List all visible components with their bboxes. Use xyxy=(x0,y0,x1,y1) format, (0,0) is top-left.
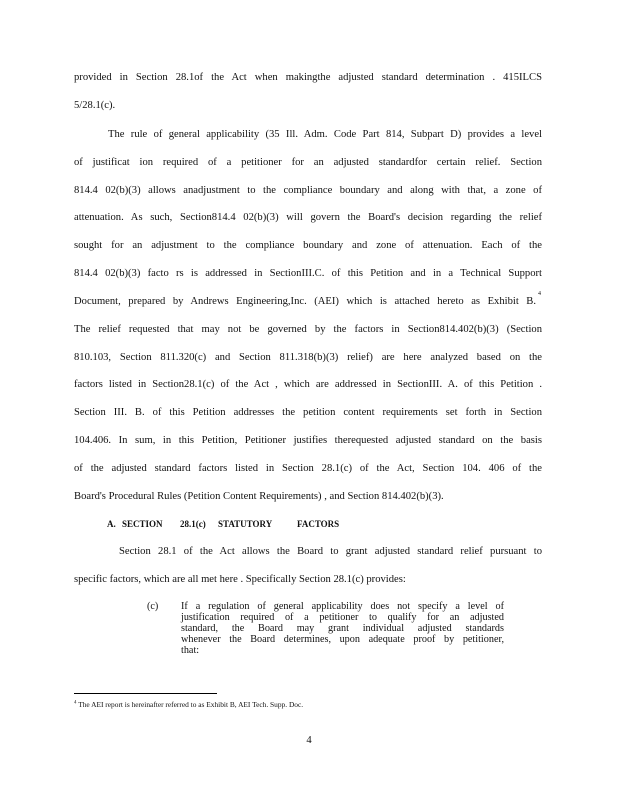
quote-line-2: justification required of a petitioner to qualify for an adjusted xyxy=(181,612,504,623)
body-line-17: Section 28.1 of the Act allows the Board to grant adjusted standard relief pursuant to xyxy=(119,546,542,557)
body-line-15: of the adjusted standard factors listed in Section 28.1(c) of the Act, Section 104. 406 of the xyxy=(74,463,542,474)
quote-line-1: If a regulation of general applicability does not specify a level of xyxy=(181,601,504,612)
quote-line-4: whenever the Board determines, upon adequate proof by petitioner, xyxy=(181,634,504,645)
body-line-7: sought for an adjustment to the compliance boundary and zone of attenuation. Each of the xyxy=(74,240,542,251)
body-line-12: factors listed in Section28.1(c) of the Act , which are addressed in SectionIII. A. of this Petition . xyxy=(74,379,542,390)
body-line-6: attenuation. As such, Section814.4 02(b)(3) will govern the Board's decision regarding the relief xyxy=(74,212,542,223)
footnote-reference: 4 xyxy=(538,291,541,297)
heading-word-number: 28.1(c) xyxy=(180,519,206,529)
heading-word-statutory: STATUTORY xyxy=(218,519,273,529)
body-line-9-text: Document, prepared by Andrews Engineering,Inc. (AEI) which is attached hereto as Exhibit B. xyxy=(74,296,536,307)
body-line-10: The relief requested that may not be governed by the factors in Section814.402(b)(3) (Section xyxy=(74,324,542,335)
body-line-11: 810.103, Section 811.320(c) and Section 811.318(b)(3) relief) are here analyzed based on the xyxy=(74,352,542,363)
body-line-2: 5/28.1(c). xyxy=(74,100,116,111)
body-line-13: Section III. B. of this Petition addresses the petition content requirements set forth in Section xyxy=(74,407,542,418)
quote-marker: (c) xyxy=(147,601,159,612)
quote-line-5: that: xyxy=(181,645,200,656)
page-number: 4 xyxy=(306,735,312,746)
body-line-16: Board's Procedural Rules (Petition Content Requirements) , and Section 814.402(b)(3). xyxy=(74,491,444,502)
body-line-3: The rule of general applicability (35 Ill. Adm. Code Part 814, Subpart D) provides a level xyxy=(108,129,542,140)
body-line-5: 814.4 02(b)(3) allows anadjustment to the compliance boundary and along with that, a zone of xyxy=(74,185,542,196)
footnote-divider xyxy=(74,693,217,694)
body-line-18: specific factors, which are all met here . Specifically Section 28.1(c) provides: xyxy=(74,574,406,585)
body-line-4: of justificat ion required of a petitioner for an adjusted standardfor certain relief. Section xyxy=(74,157,542,168)
footnote-number: 4 xyxy=(74,700,77,706)
heading-word-factors: FACTORS xyxy=(297,519,340,529)
footnote-text: The AEI report is hereinafter referred to as Exhibit B, AEI Tech. Supp. Doc. xyxy=(78,700,304,709)
heading-word-section: SECTION xyxy=(122,519,163,529)
body-line-8: 814.4 02(b)(3) facto rs is addressed in SectionIII.C. of this Petition and in a Technical Support xyxy=(74,268,542,279)
body-line-14: 104.406. In sum, in this Petition, Petitioner justifies therequested adjusted standard on the basis xyxy=(74,435,542,446)
quote-line-3: standard, the Board may grant individual adjusted standards xyxy=(181,623,504,634)
body-line-1: provided in Section 28.1of the Act when makingthe adjusted standard determination . 415ILCS xyxy=(74,72,542,83)
heading-letter: A. xyxy=(107,519,116,529)
body-line-9 xyxy=(74,295,536,309)
footnote xyxy=(74,700,303,709)
